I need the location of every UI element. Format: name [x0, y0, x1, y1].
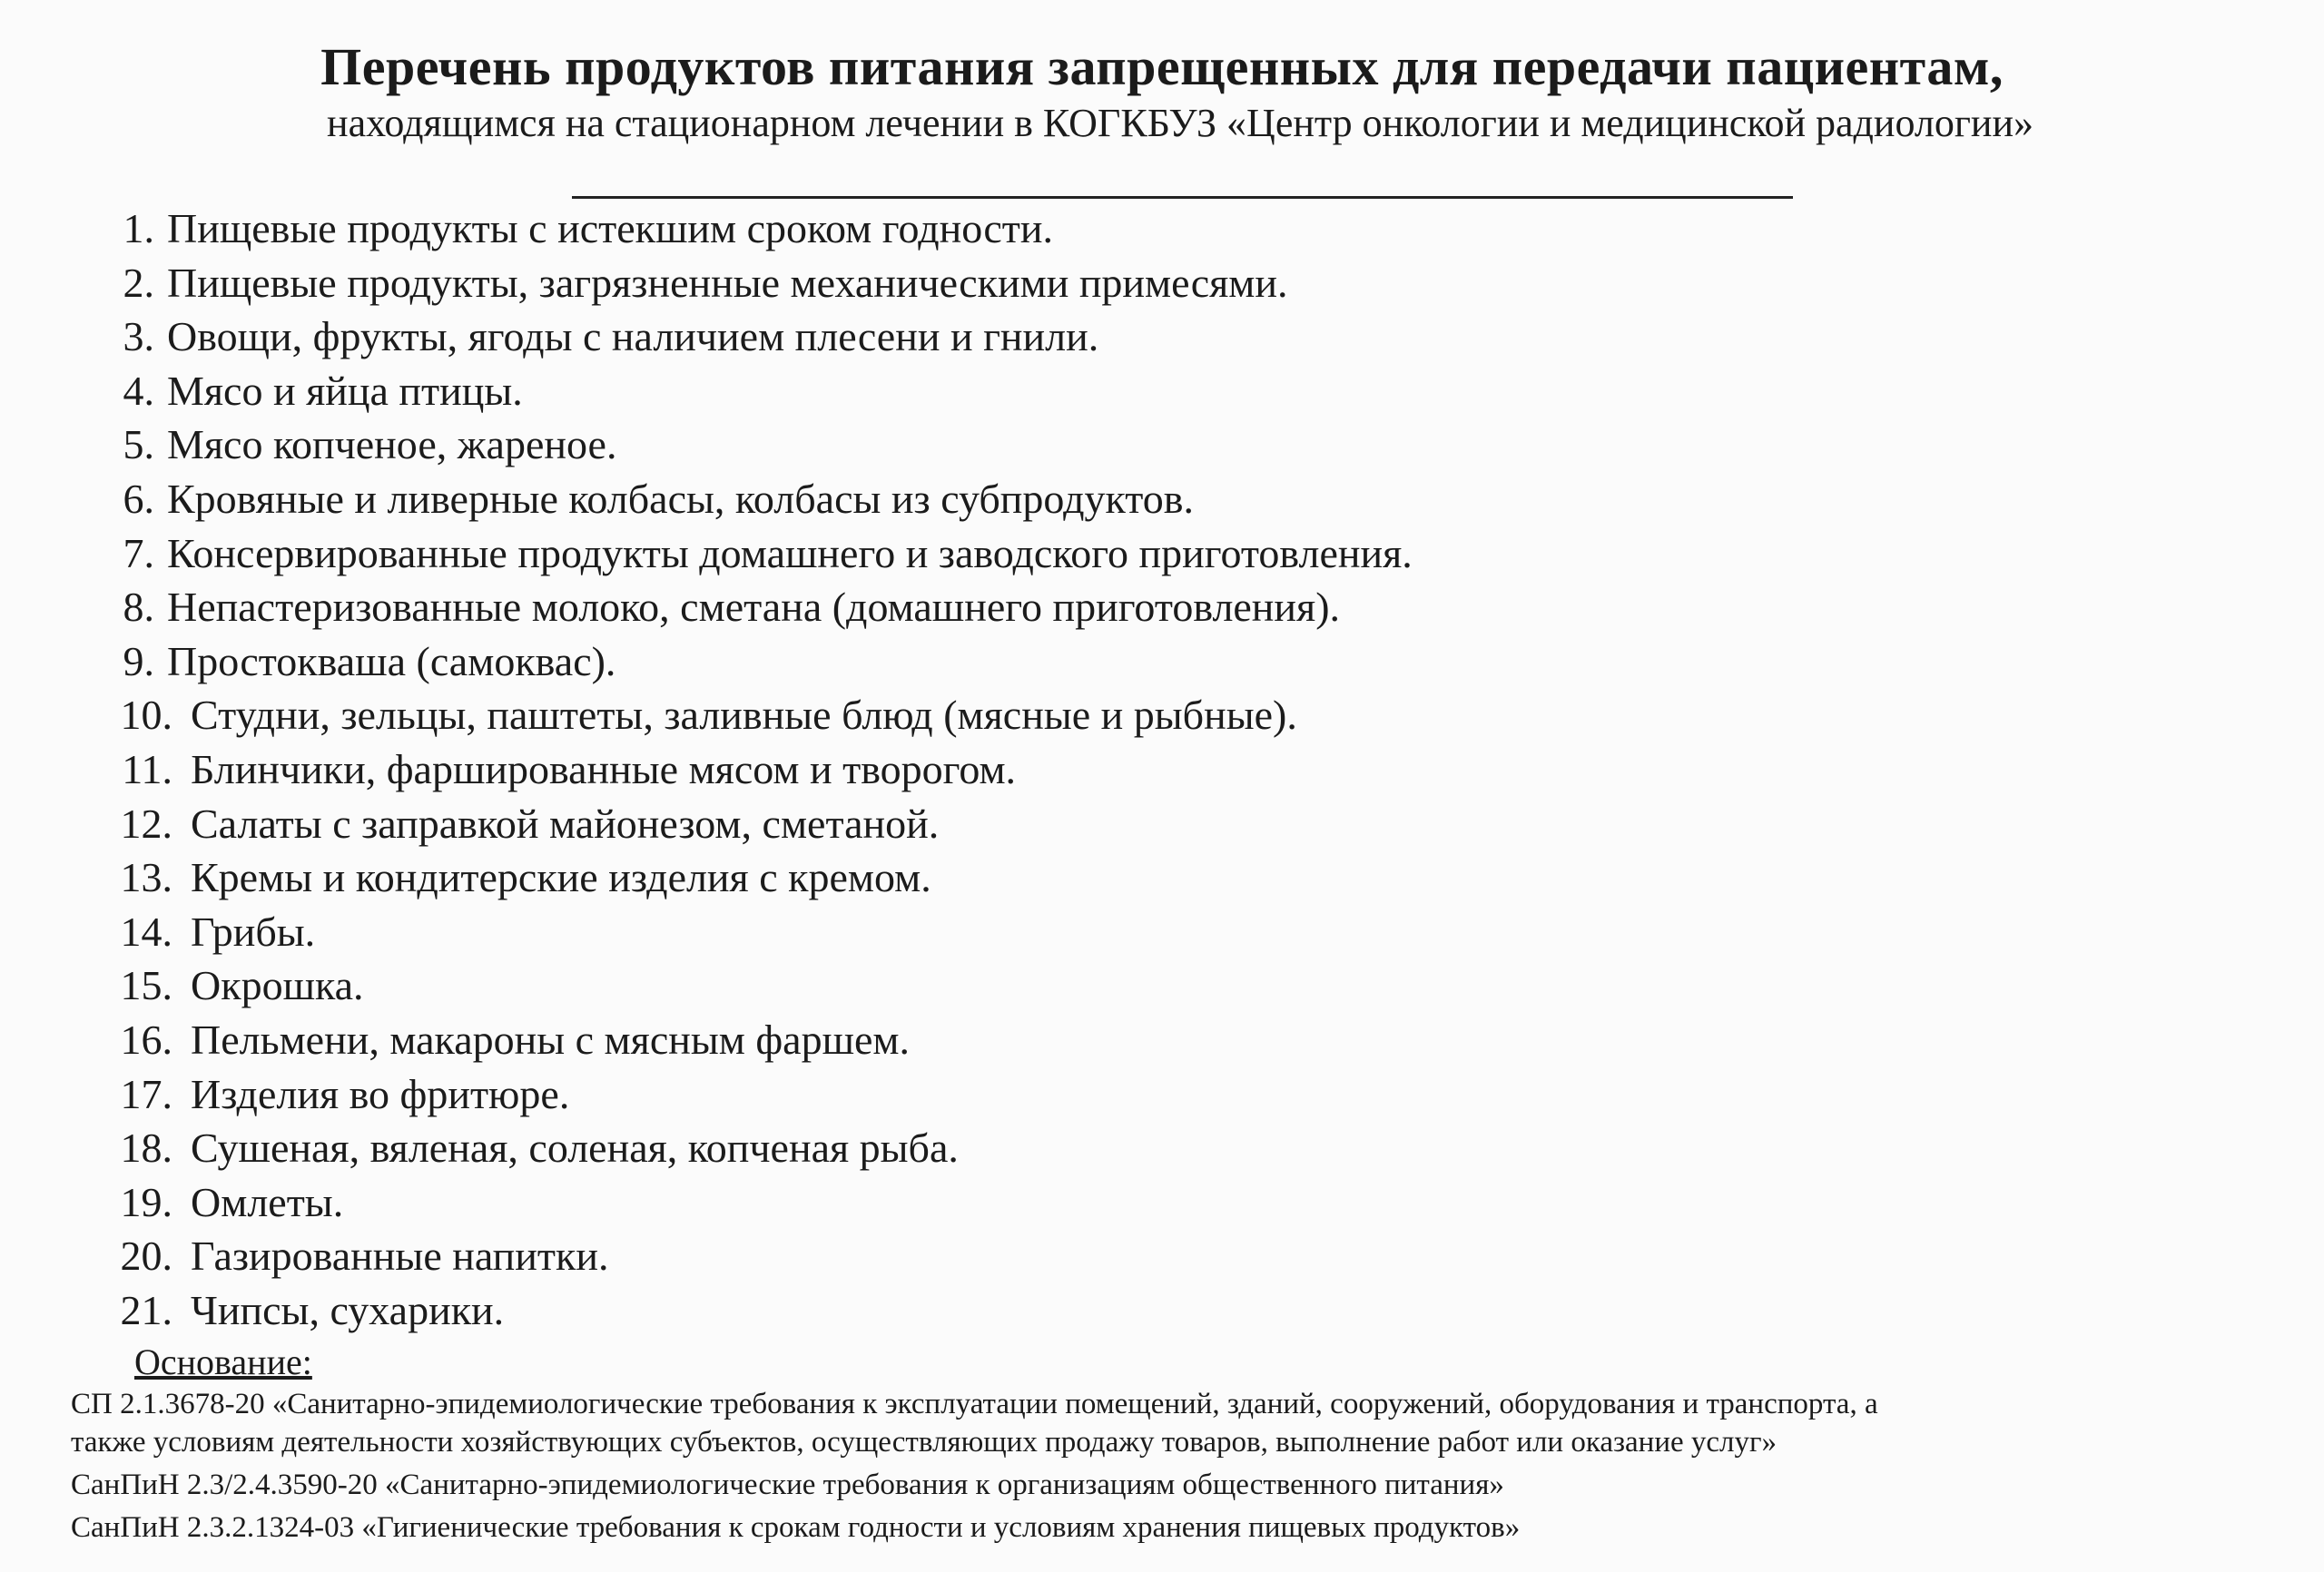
- list-item: [0, 418, 2324, 472]
- list-item-number: 15.: [120, 962, 172, 1009]
- list-item-text: Окрошка.: [191, 962, 364, 1009]
- list-item-text: Изделия во фритюре.: [191, 1070, 570, 1117]
- list-item-number: 2.: [123, 259, 154, 306]
- list-item-number: 10.: [120, 692, 172, 739]
- list-item-text: Чипсы, сухарики.: [191, 1287, 505, 1333]
- list-item: [0, 958, 2324, 1013]
- basis-line: СП 2.1.3678-20 «Санитарно-эпидемиологические требования к эксплуатации помещений, зданий, сооружений, оборудования и транспорта, а: [71, 1388, 1878, 1420]
- list-item: [0, 201, 2324, 256]
- list-item-text: Омлеты.: [191, 1178, 344, 1225]
- list-item-text: Простокваша (самоквас).: [167, 637, 616, 684]
- list-item: [0, 309, 2324, 364]
- list-item: [0, 256, 2324, 310]
- list-item: [0, 1067, 2324, 1122]
- list-item-number: 8.: [123, 584, 154, 631]
- list-item-number: 16.: [120, 1017, 172, 1063]
- list-item: [0, 364, 2324, 418]
- document-title: Перечень продуктов питания запрещенных для передачи пациентам,: [320, 37, 2004, 96]
- list-item-text: Пищевые продукты, загрязненные механическими примесями.: [167, 259, 1288, 306]
- list-item: [0, 1121, 2324, 1175]
- basis-label: Основание:: [134, 1341, 312, 1382]
- list-item-text: Газированные напитки.: [191, 1233, 609, 1280]
- list-item: [0, 1013, 2324, 1067]
- list-item-number: 21.: [120, 1287, 172, 1333]
- document-subtitle: находящимся на стационарном лечении в КОГКБУЗ «Центр онкологии и медицинской радиологии»: [327, 101, 2034, 145]
- list-item-text: Студни, зельцы, паштеты, заливные блюд (мясные и рыбные).: [191, 692, 1297, 739]
- list-item-number: 7.: [123, 529, 154, 576]
- list-item-text: Сушеная, вяленая, соленая, копченая рыба.: [191, 1125, 959, 1172]
- list-item-text: Кремы и кондитерские изделия с кремом.: [191, 854, 931, 901]
- list-item: [0, 1175, 2324, 1230]
- list-item: [0, 905, 2324, 959]
- list-item-text: Пельмени, макароны с мясным фаршем.: [191, 1017, 911, 1063]
- list-item-number: 17.: [120, 1070, 172, 1117]
- basis-line: также условиям деятельности хозяйствующих субъектов, осуществляющих продажу товаров, выполнение работ или оказание услуг»: [71, 1426, 1777, 1459]
- list-item-text: Консервированные продукты домашнего и заводского приготовления.: [167, 529, 1413, 576]
- list-item-text: Салаты с заправкой майонезом, сметаной.: [191, 800, 940, 847]
- list-item: [0, 1229, 2324, 1283]
- list-item-number: 3.: [123, 313, 154, 360]
- list-item: [0, 634, 2324, 689]
- list-item-text: Кровяные и ливерные колбасы, колбасы из субпродуктов.: [167, 476, 1194, 522]
- list-item-text: Мясо и яйца птицы.: [167, 367, 523, 414]
- list-item-number: 9.: [123, 637, 154, 684]
- list-item: [0, 526, 2324, 581]
- title-divider: [572, 196, 1793, 199]
- list-item-text: Овощи, фрукты, ягоды с наличием плесени и гнили.: [167, 313, 1099, 360]
- list-item: [0, 580, 2324, 634]
- list-item: [0, 472, 2324, 526]
- list-item-number: 14.: [120, 908, 172, 955]
- list-item-text: Непастеризованные молоко, сметана (домашнего приготовления).: [167, 584, 1341, 631]
- list-item-number: 12.: [120, 800, 172, 847]
- basis-line: СанПиН 2.3.2.1324-03 «Гигиенические требования к срокам годности и условиям хранения пищевых продуктов»: [71, 1511, 1521, 1544]
- list-item: [0, 742, 2324, 797]
- list-item: [0, 850, 2324, 905]
- list-item-number: 5.: [123, 421, 154, 468]
- list-item-number: 11.: [122, 746, 172, 792]
- list-item-number: 18.: [120, 1125, 172, 1172]
- list-item-text: Мясо копченое, жареное.: [167, 421, 617, 468]
- list-item-number: 13.: [120, 854, 172, 901]
- basis-line: СанПиН 2.3/2.4.3590-20 «Санитарно-эпидемиологические требования к организациям общественного питания»: [71, 1469, 1504, 1501]
- list-item: [0, 688, 2324, 742]
- list-item-text: Блинчики, фаршированные мясом и творогом.: [191, 746, 1017, 792]
- list-item-number: 4.: [123, 367, 154, 414]
- list-item-text: Грибы.: [191, 908, 316, 955]
- list-item-number: 6.: [123, 476, 154, 522]
- list-item: [0, 1283, 2324, 1338]
- list-item-number: 1.: [123, 205, 154, 251]
- list-item-number: 19.: [120, 1178, 172, 1225]
- list-item: [0, 797, 2324, 851]
- list-item-number: 20.: [120, 1233, 172, 1280]
- list-item-text: Пищевые продукты с истекшим сроком годности.: [167, 205, 1053, 251]
